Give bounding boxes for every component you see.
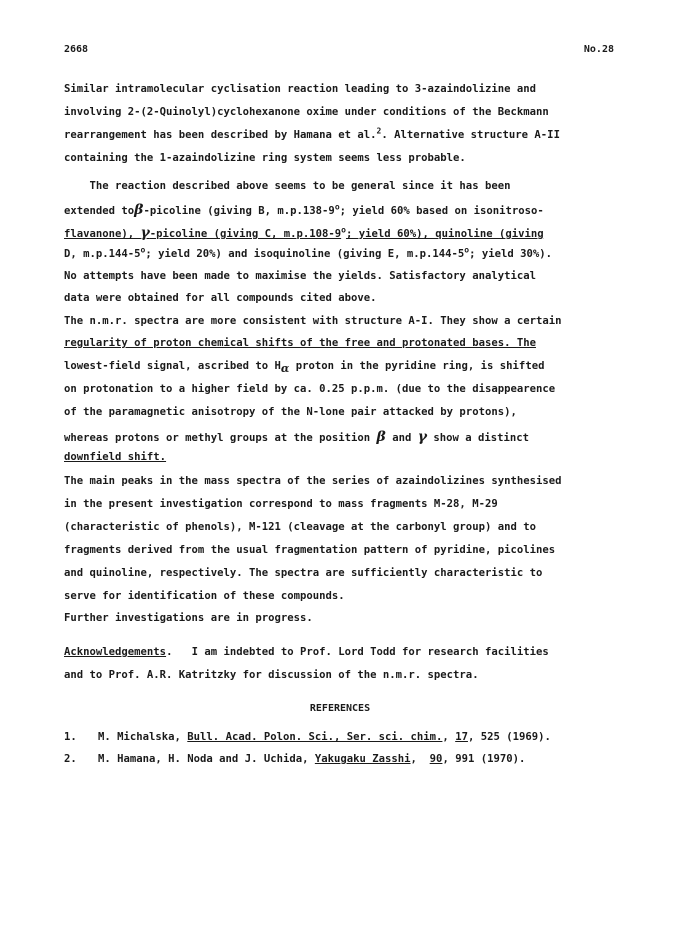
reference-pages-year: , 991 (1970).: [442, 753, 526, 765]
text-segment: ; yield 60%), quinoline (giving: [345, 228, 544, 240]
text-line: and to Prof. A.R. Katritzky for discussion of the n.m.r. spectra.: [64, 669, 479, 681]
text-line: The reaction described above seems to be general since it has been: [64, 180, 511, 192]
acknowledgements-label: Acknowledgements: [64, 646, 167, 658]
degree-superscript: o: [341, 225, 346, 235]
reference-authors: M. Hamana, H. Noda and J. Uchida,: [98, 753, 315, 765]
text-line: Further investigations are in progress.: [64, 612, 313, 624]
degree-superscript: o: [464, 245, 470, 255]
gamma-symbol: γ: [417, 429, 427, 445]
text-line: [64, 360, 545, 376]
text-segment: extended to: [64, 205, 135, 217]
citation-superscript: 2: [376, 126, 382, 136]
reference-journal: Bull. Acad. Polon. Sci., Ser. sci. chim.: [187, 731, 443, 743]
text-line: [64, 202, 544, 218]
text-line: serve for identification of these compounds.: [64, 590, 345, 602]
text-line: The main peaks in the mass spectra of the series of azaindolizines synthesised: [64, 475, 562, 487]
text-segment: . I am indebted to Prof. Lord Todd for research facilities: [166, 646, 549, 658]
text-segment: proton in the pyridine ring, is shifted: [289, 360, 545, 372]
text-segment: show a distinct: [426, 432, 530, 444]
reference-authors: M. Michalska,: [98, 731, 188, 743]
text-line: Similar intramolecular cyclisation reaction leading to 3-azaindolizine and: [64, 83, 536, 95]
alpha-symbol: α: [280, 362, 290, 376]
text-segment: flavanone),: [64, 228, 141, 240]
degree-superscript: o: [140, 245, 146, 255]
text-line: (characteristic of phenols), M-121 (cleavage at the carbonyl group) and to: [64, 521, 536, 533]
references-heading: REFERENCES: [309, 703, 371, 714]
gamma-symbol: γ: [140, 225, 150, 241]
text-line: of the paramagnetic anisotropy of the N-lone pair attacked by protons),: [64, 406, 517, 418]
text-line: [64, 225, 544, 241]
text-line: in the present investigation correspond to mass fragments M-28, M-29: [64, 498, 498, 510]
text-line: [64, 245, 553, 260]
text-line: [64, 126, 560, 141]
text-segment: . Alternative structure A-II: [381, 129, 560, 141]
reference-item: [64, 731, 551, 743]
reference-pages-year: , 525 (1969).: [467, 731, 551, 743]
text-line: No attempts have been made to maximise the yields. Satisfactory analytical: [64, 270, 536, 282]
reference-item: [64, 753, 525, 765]
text-line: The n.m.r. spectra are more consistent with structure A-I. They show a certain: [64, 315, 562, 327]
acknowledgements: [64, 646, 549, 658]
text-segment: rearrangement has been described by Hamana et al.: [64, 129, 377, 141]
reference-volume: 17: [455, 731, 468, 743]
text-line: involving 2-(2-Quinolyl)cyclohexanone oxime under conditions of the Beckmann: [64, 106, 549, 118]
text-segment: -picoline (giving B, m.p.138-9: [143, 205, 335, 217]
beta-symbol: β: [134, 202, 144, 218]
page-number: 2668: [64, 44, 89, 55]
text-line: and quinoline, respectively. The spectra are sufficiently characteristic to: [64, 567, 543, 579]
text-segment: ; yield 20%) and isoquinoline (giving E, m.p.144-5: [145, 248, 465, 260]
reference-number: 1.: [64, 731, 77, 743]
text-segment: ,: [442, 731, 456, 743]
text-line: downfield shift.: [64, 451, 167, 463]
degree-superscript: o: [334, 202, 340, 212]
text-line: containing the 1-azaindolizine ring system seems less probable.: [64, 152, 466, 164]
text-segment: ,: [410, 753, 430, 765]
text-segment: whereas protons or methyl groups at the position: [64, 432, 377, 444]
text-line: fragments derived from the usual fragmentation pattern of pyridine, picolines: [64, 544, 556, 556]
reference-number: 2.: [64, 753, 77, 765]
text-segment: ; yield 30%).: [469, 248, 553, 260]
text-line: on protonation to a higher field by ca. 0.25 p.p.m. (due to the disappearence: [64, 383, 556, 395]
text-segment: ; yield 60% based on isonitroso-: [339, 205, 544, 217]
text-segment: -picoline (giving C, m.p.108-9: [149, 228, 342, 240]
text-line: regularity of proton chemical shifts of the free and protonated bases. The: [64, 337, 536, 349]
text-segment: D, m.p.144-5: [64, 248, 141, 260]
text-line: data were obtained for all compounds cited above.: [64, 292, 377, 304]
reference-volume: 90: [429, 753, 443, 765]
beta-symbol: β: [376, 429, 386, 445]
text-segment: lowest-field signal, ascribed to H: [64, 360, 281, 372]
text-line: [64, 429, 529, 445]
reference-journal: Yakugaku Zasshi: [314, 753, 411, 765]
journal-issue: No.28: [583, 44, 614, 55]
text-segment: and: [385, 432, 418, 444]
